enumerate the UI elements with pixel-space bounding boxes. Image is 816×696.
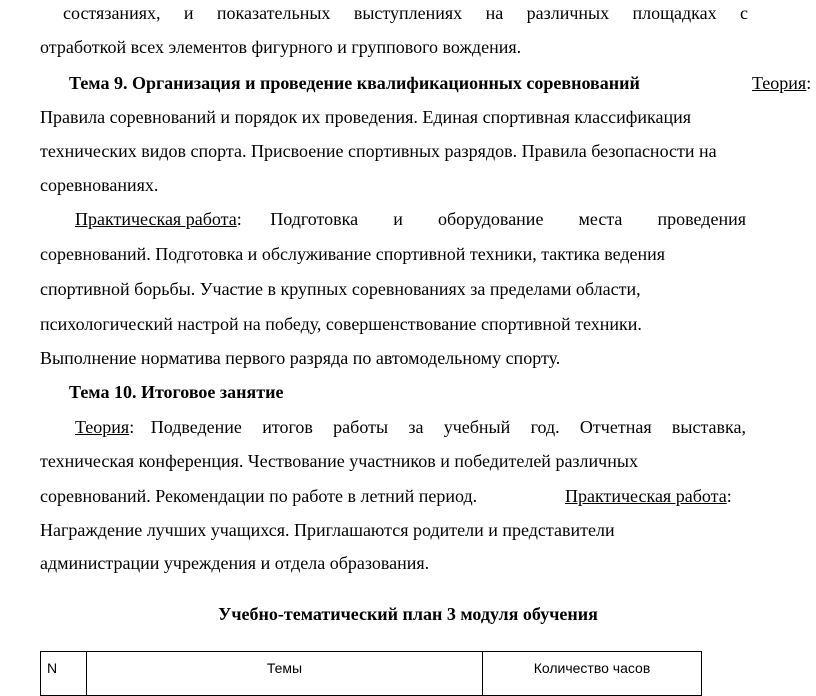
text-line-6: соревнований. Подготовка и обслуживание спортивной техники, тактика ведения <box>40 244 666 264</box>
text-line-7: спортивной борьбы. Участие в крупных соревнованиях за пределами области, <box>40 279 641 299</box>
header-cell-topics: Темы <box>87 652 483 696</box>
topic-9-theory-label: Теория: <box>752 73 812 93</box>
topic-10-rec-line: соревнований. Рекомендации по работе в летний период. <box>40 486 478 506</box>
text-line-2: отработкой всех элементов фигурного и группового вождения. <box>40 37 522 57</box>
text-line-9: Выполнение норматива первого разряда по автомодельному спорту. <box>40 348 561 368</box>
practice-label: Практическая работа <box>75 209 237 229</box>
text-line-4: технических видов спорта. Присвоение спортивных разрядов. Правила безопасности на <box>40 141 717 161</box>
header-cell-n: N <box>41 652 87 696</box>
table-header-row <box>41 652 702 696</box>
text-line-5: соревнованиях. <box>40 175 159 195</box>
topic-10-heading: Тема 10. Итоговое занятие <box>69 382 284 402</box>
text-line-10: техническая конференция. Чествование участников и победителей различных <box>40 451 638 471</box>
theory-label: Теория <box>752 73 807 93</box>
plan-title: Учебно-тематический план 3 модуля обучения <box>218 604 598 624</box>
text-line-11: Награждение лучших учащихся. Приглашаются родители и представители <box>40 520 615 540</box>
text-line-12: администрации учреждения и отдела образования. <box>40 553 430 573</box>
topic-9-practice-line: Практическая работа: Подготовка и оборудование места проведения <box>75 209 746 229</box>
text-line-3: Правила соревнований и порядок их проведения. Единая спортивная классификация <box>40 107 692 127</box>
practice-text: Подготовка и оборудование места проведения <box>270 209 746 229</box>
text-line-1 <box>63 2 748 24</box>
theory-text: Подведение итогов работы за учебный год. Отчетная выставка, <box>150 417 746 437</box>
topic-10-theory-line: Теория: Подведение итогов работы за учебный год. Отчетная выставка, <box>75 417 746 437</box>
topic-10-practice-label: Практическая работа: <box>565 486 732 506</box>
line-text: состязаниях, и показательных выступлениях на различных площадках с <box>63 3 748 23</box>
theory-label: Теория <box>75 417 130 437</box>
topic-9-heading: Тема 9. Организация и проведение квалификационных соревнований <box>69 73 640 93</box>
plan-table <box>40 651 702 696</box>
text-line-8: психологический настрой на победу, совершенствование спортивной техники. <box>40 314 642 334</box>
header-cell-hours: Количество часов <box>483 652 702 696</box>
practice-label: Практическая работа <box>565 486 727 506</box>
